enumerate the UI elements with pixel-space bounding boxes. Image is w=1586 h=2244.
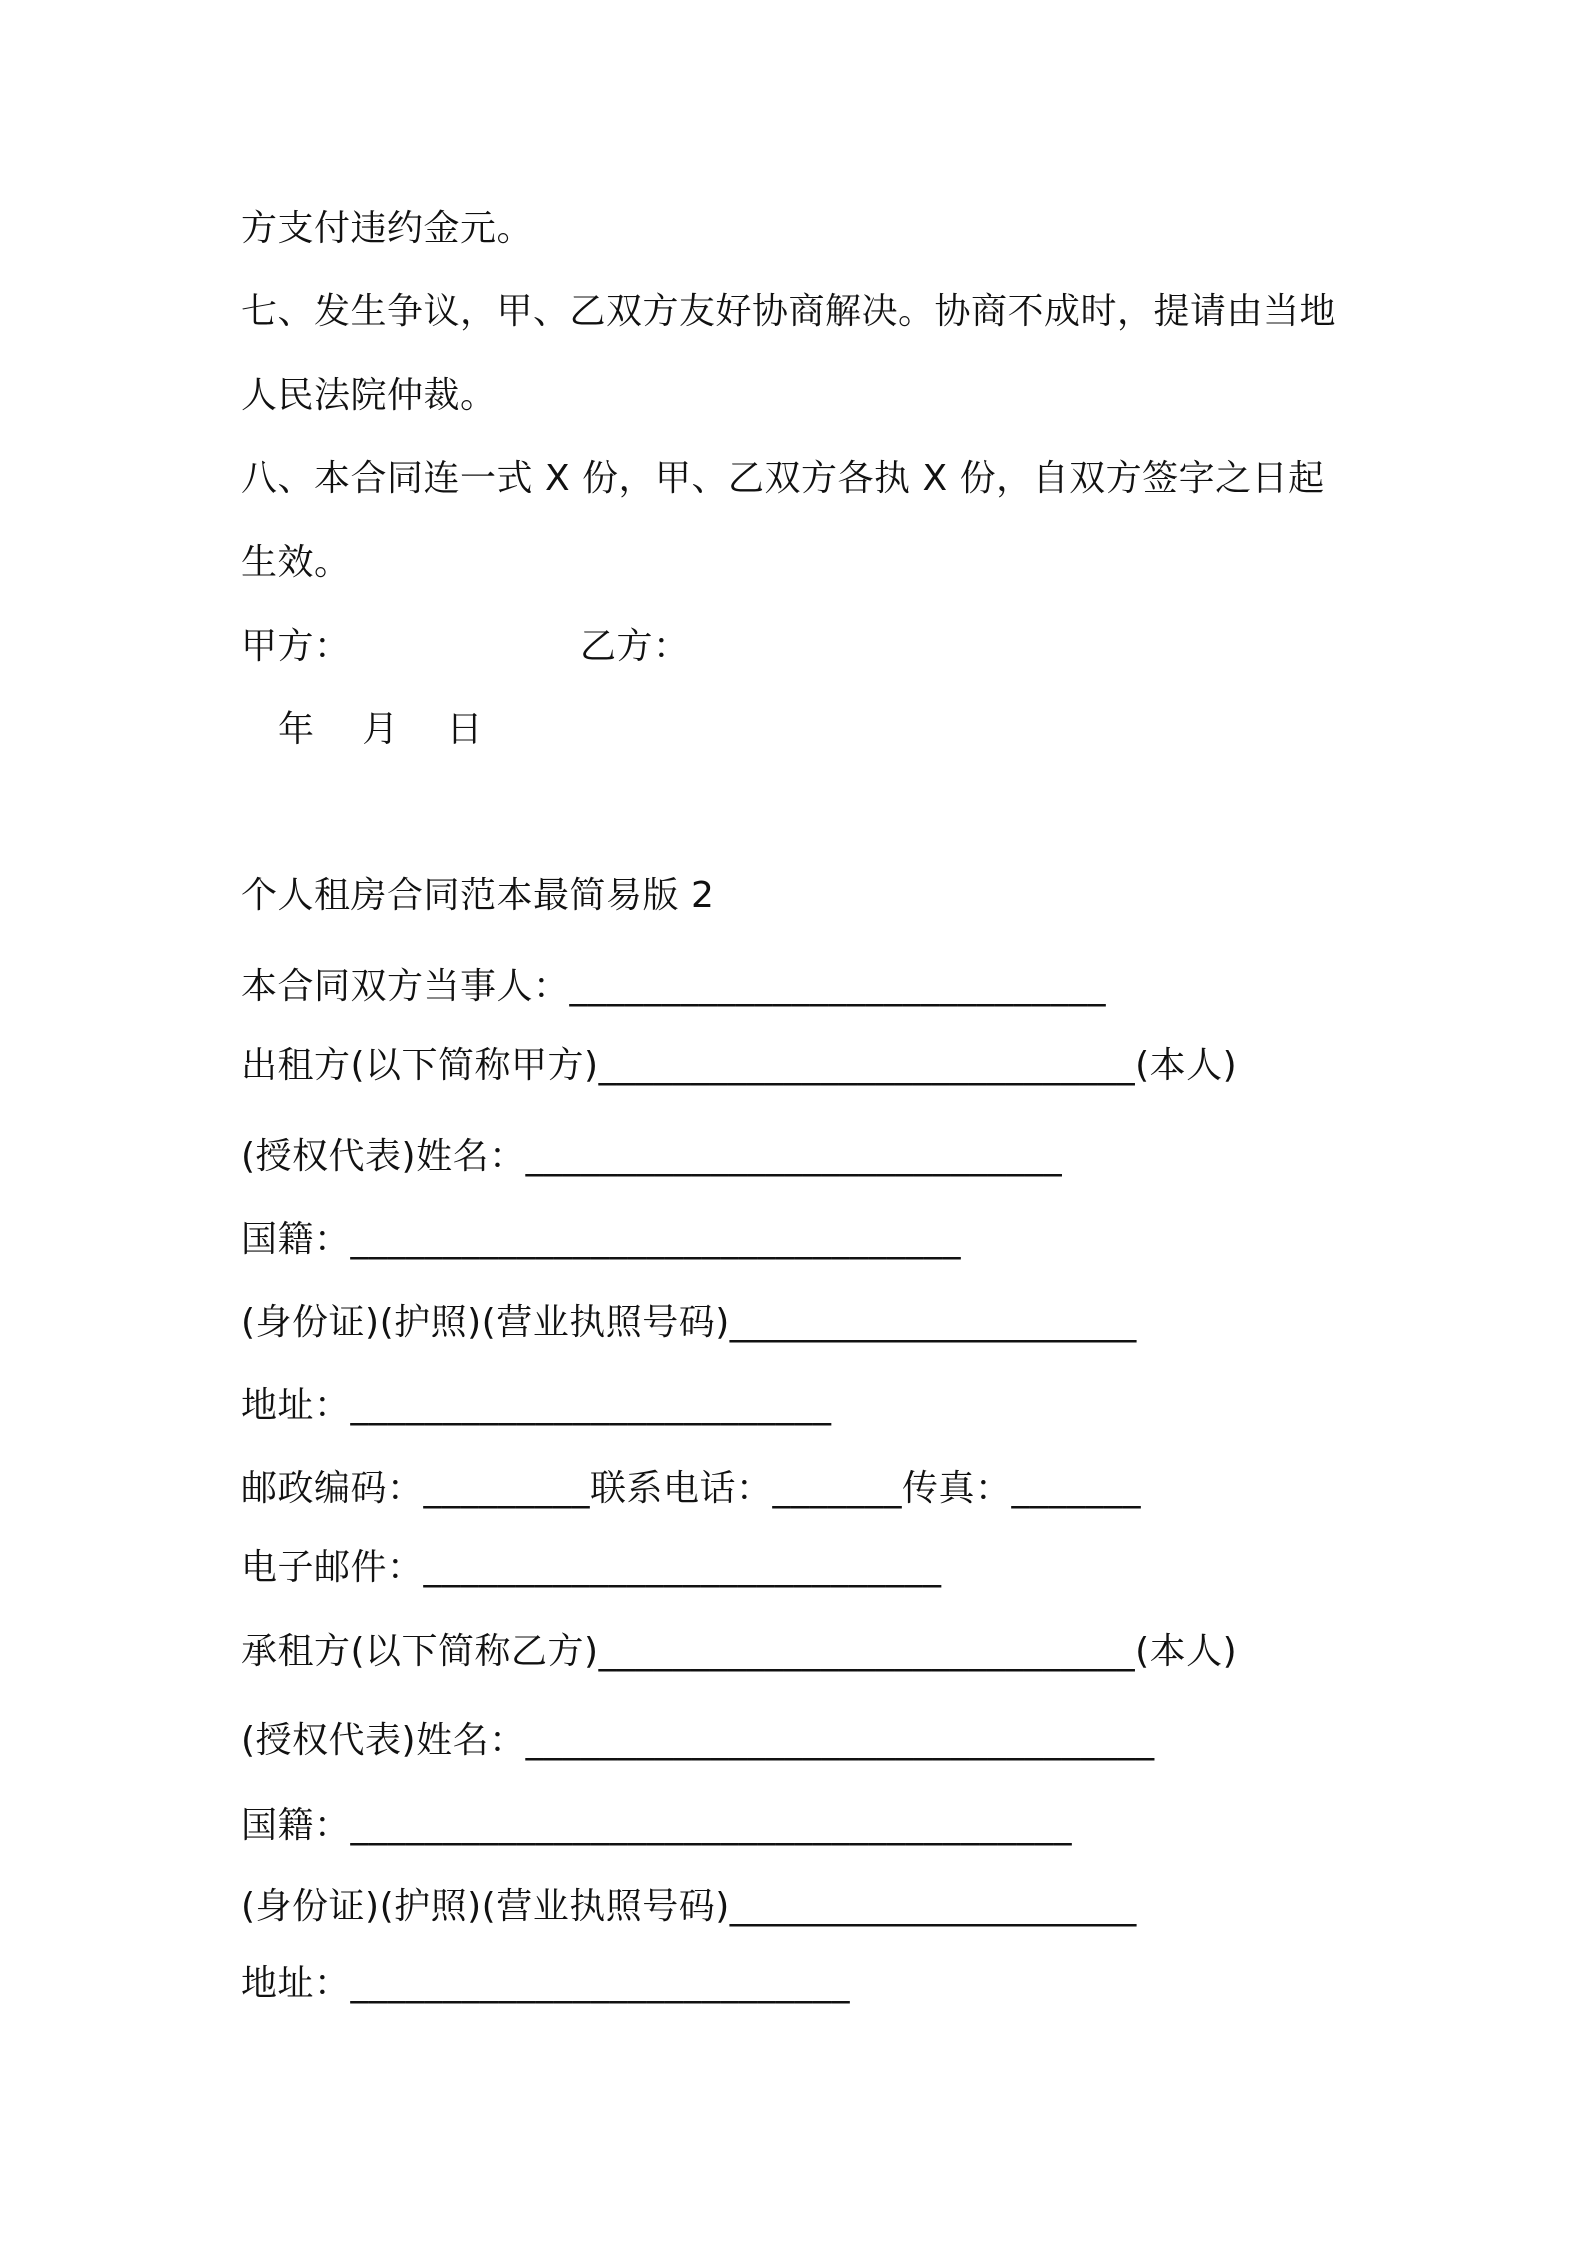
lessor-rep-name-field: (授权代表)姓名：_____________________________ [241, 1136, 1063, 1177]
section-title: 个人租房合同范本最简易版 2 [241, 875, 715, 916]
lessee-id-field: (身份证)(护照)(营业执照号码)______________________ [241, 1886, 1137, 1927]
party-a-signature-label: 甲方： [241, 626, 351, 667]
clause-8-line-1: 八、本合同连一式 X 份，甲、乙双方各执 X 份，自双方签字之日起 [241, 458, 1325, 499]
lessee-rep-name-field: (授权代表)姓名：__________________________________ [241, 1720, 1155, 1761]
lessor-contact-field: 邮政编码：_________联系电话：_______传真：_______ [241, 1468, 1142, 1509]
lessor-id-field: (身份证)(护照)(营业执照号码)______________________ [241, 1302, 1137, 1343]
lessee-header-field: 承租方(以下简称乙方)_____________________________(本人) [241, 1631, 1238, 1672]
clause-7-line-1: 七、发生争议，甲、乙双方友好协商解决。协商不成时，提请由当地 [241, 291, 1337, 332]
lessee-nationality-field: 国籍：_______________________________________ [241, 1805, 1073, 1846]
clause-7-line-2: 人民法院仲裁。 [241, 375, 497, 416]
party-b-signature-label: 乙方： [580, 626, 690, 667]
clause-8-line-2: 生效。 [241, 542, 351, 583]
parties-field: 本合同双方当事人：_____________________________ [241, 966, 1107, 1007]
lessor-nationality-field: 国籍：_________________________________ [241, 1219, 962, 1260]
lessor-header-field: 出租方(以下简称甲方)_____________________________(本人) [241, 1045, 1238, 1086]
lessor-address-field: 地址：__________________________ [241, 1385, 832, 1426]
signature-date: 年 月 日 [278, 709, 484, 750]
lessee-address-field: 地址：___________________________ [241, 1963, 851, 2004]
clause-6-tail: 方支付违约金元。 [241, 208, 534, 249]
lessor-email-field: 电子邮件：____________________________ [241, 1547, 942, 1588]
